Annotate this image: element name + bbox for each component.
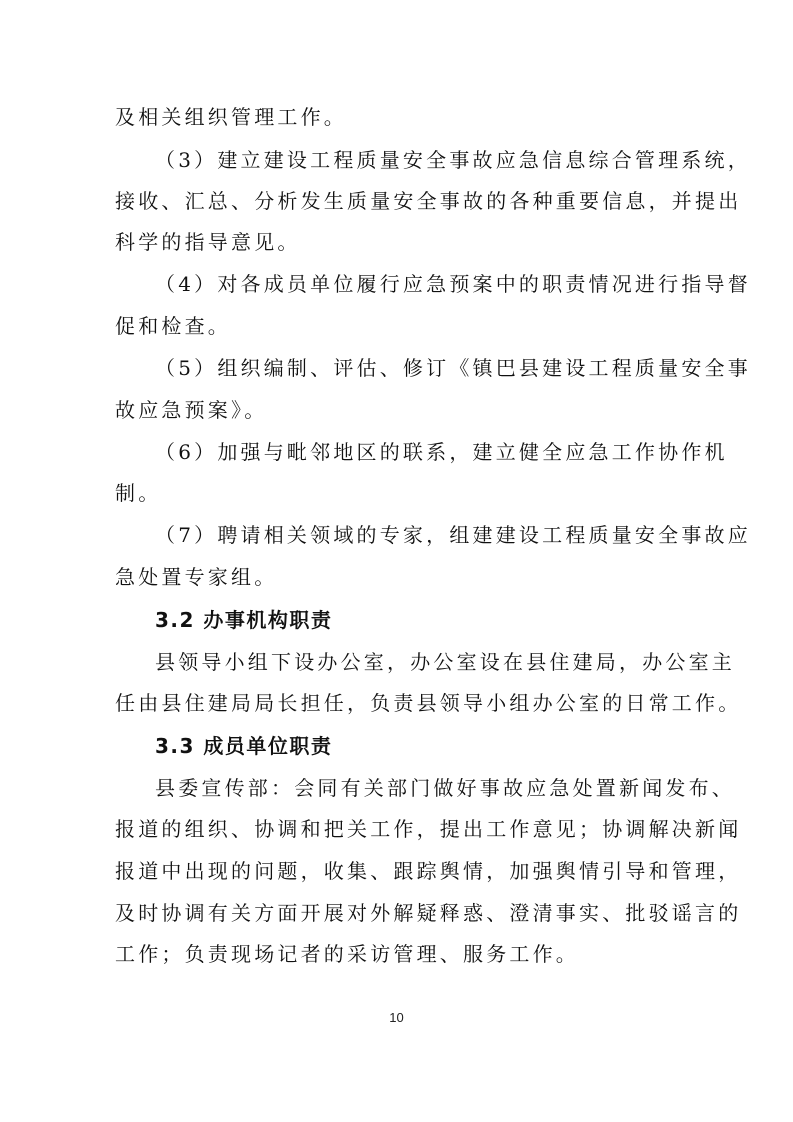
text-line: 制。 (115, 481, 162, 505)
page-number: 10 (389, 1010, 404, 1025)
text-line: 任由县住建局局长担任，负责县领导小组办公室的日常工作。 (115, 691, 742, 715)
section-heading-3-3: 3.3 成员单位职责 (155, 734, 333, 758)
list-item-7: （7）聘请相关领域的专家，组建建设工程质量安全事故应 (155, 523, 751, 547)
list-item-4: （4）对各成员单位履行应急预案中的职责情况进行指导督 (155, 272, 751, 296)
list-item-6: （6）加强与毗邻地区的联系，建立健全应急工作协作机 (155, 440, 728, 464)
list-item-3: （3）建立建设工程质量安全事故应急信息综合管理系统， (155, 148, 751, 172)
text-line: 工作；负责现场记者的采访管理、服务工作。 (115, 942, 579, 966)
text-line: 故应急预案》。 (115, 398, 268, 422)
text-line: 接收、汇总、分析发生质量安全事故的各种重要信息，并提出 (115, 189, 742, 213)
text-line: 促和检查。 (115, 314, 231, 338)
section-heading-3-2: 3.2 办事机构职责 (155, 608, 333, 632)
text-line: 报道的组织、协调和把关工作，提出工作意见；协调解决新闻 (115, 817, 742, 841)
paragraph-line: 县委宣传部：会同有关部门做好事故应急处置新闻发布、 (155, 776, 735, 800)
text-line: 急处置专家组。 (115, 565, 278, 589)
text-line: 报道中出现的问题，收集、跟踪舆情，加强舆情引导和管理， (115, 859, 742, 883)
list-item-5: （5）组织编制、评估、修订《镇巴县建设工程质量安全事 (155, 356, 751, 380)
text-line: 及时协调有关方面开展对外解疑释惑、澄清事实、批驳谣言的 (115, 901, 742, 925)
paragraph-line: 县领导小组下设办公室，办公室设在县住建局，办公室主 (155, 650, 735, 674)
text-line: 科学的指导意见。 (115, 230, 301, 254)
text-line: 及相关组织管理工作。 (115, 105, 347, 129)
